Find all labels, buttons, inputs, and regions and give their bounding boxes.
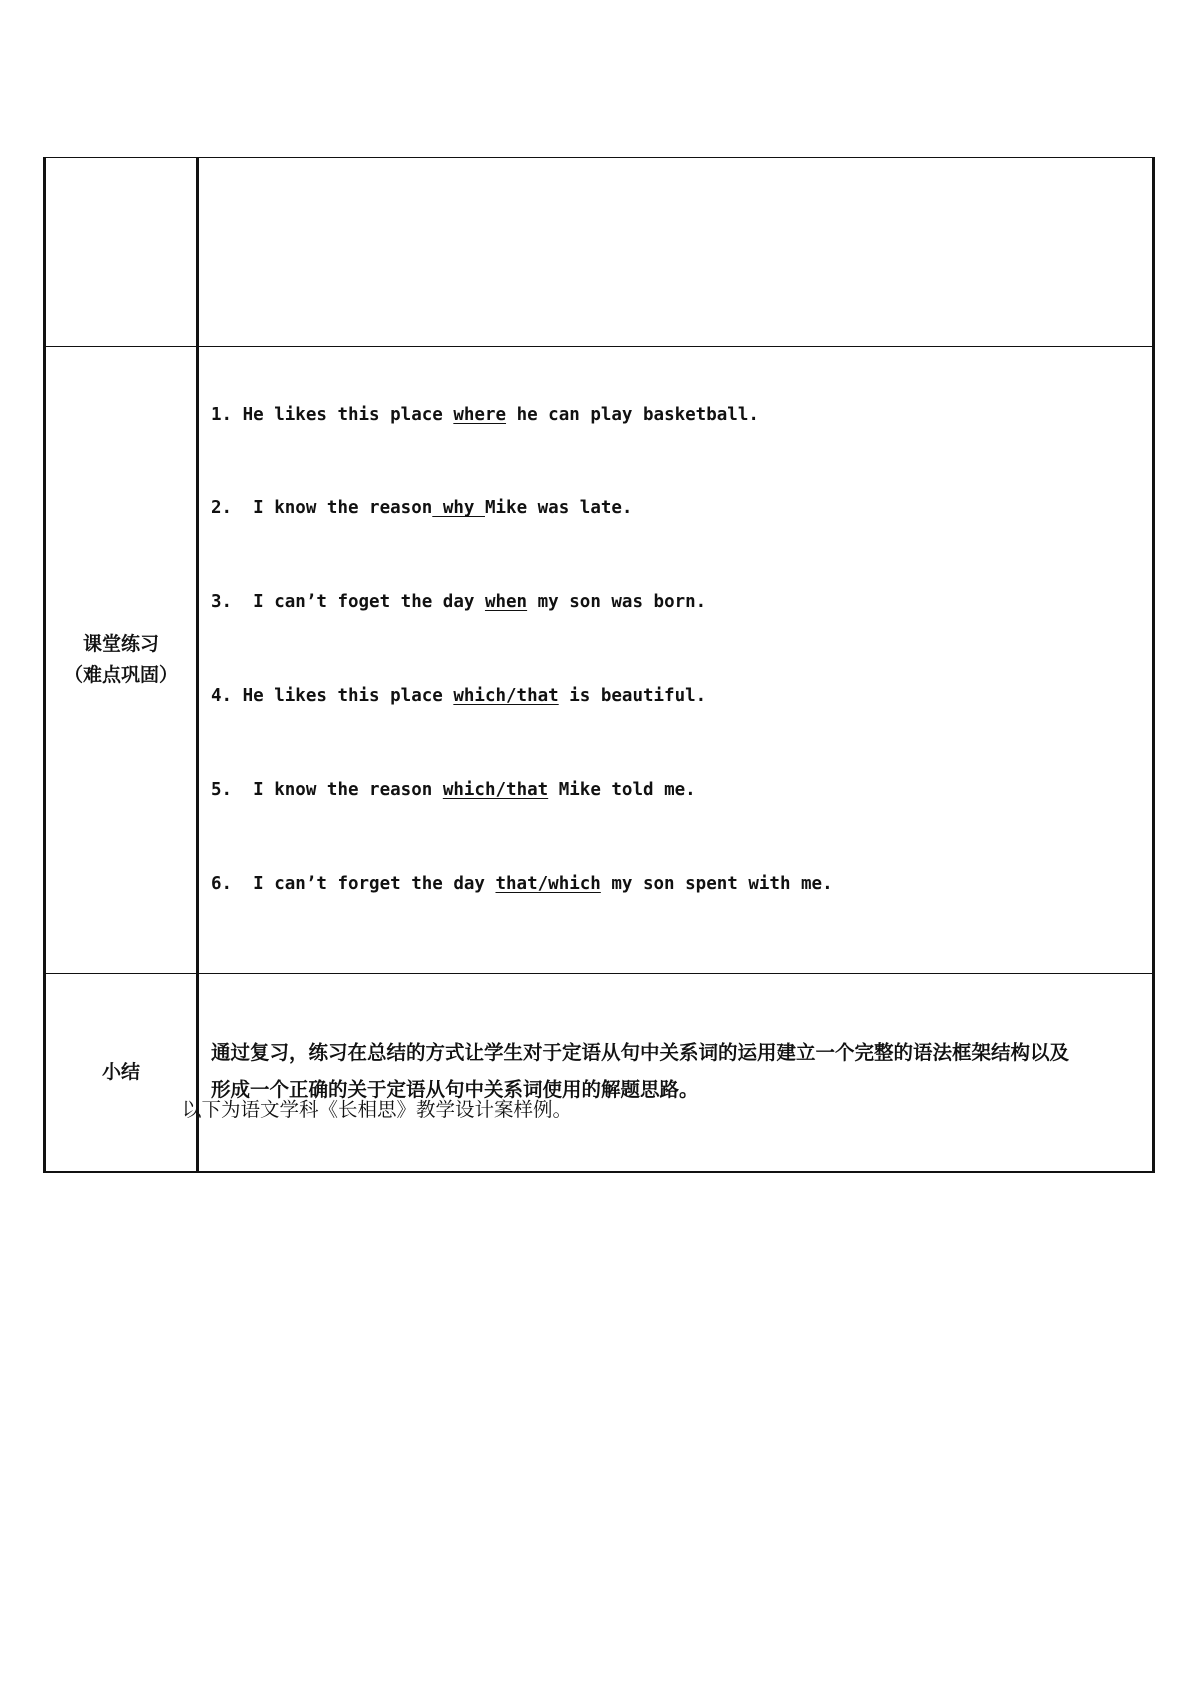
- continued-row-label-cell: [45, 158, 198, 347]
- exercise-text-after: my son spent with me.: [600, 874, 833, 895]
- exercise-answer: that/which: [495, 874, 601, 895]
- exercise-item: [211, 493, 1142, 524]
- exercise-item: [211, 400, 1142, 431]
- summary-content-cell: [198, 973, 1154, 1172]
- summary-text-line2: 形成一个正确的关于定语从句中关系词使用的解题思路。: [211, 1077, 699, 1101]
- continued-row-content-cell: [198, 158, 1154, 347]
- practice-label-cell: [45, 347, 198, 974]
- practice-content-cell: [198, 347, 1154, 974]
- lesson-plan-table: [43, 157, 1155, 1173]
- exercise-number: 6.: [211, 874, 233, 895]
- exercise-item: [211, 681, 1142, 712]
- exercise-text-after: Mike told me.: [548, 780, 696, 801]
- exercise-text-after: is beautiful.: [558, 686, 707, 707]
- summary-label: 小结: [101, 1061, 140, 1084]
- exercise-number: 1.: [211, 404, 233, 425]
- summary-text-line1: 通过复习，练习在总结的方式让学生对于定语从句中关系词的运用建立一个完整的语法框架结构以及: [211, 1040, 1070, 1064]
- exercise-number: 3.: [211, 592, 233, 613]
- practice-label-line1: 课堂练习: [82, 632, 159, 655]
- exercise-text-before: I know the reason: [253, 780, 443, 801]
- exercise-text-before: He likes this place: [242, 404, 454, 425]
- summary-label-cell: [45, 973, 198, 1172]
- exercise-text-after: my son was born.: [527, 592, 707, 613]
- exercise-answer: which/that: [442, 780, 549, 801]
- footer-note: 以下为语文学科《长相思》教学设计案样例。: [182, 1098, 573, 1121]
- exercise-text-before: I can’t forget the day: [253, 874, 496, 895]
- exercise-answer: when: [484, 592, 528, 613]
- exercise-text-before: I can’t foget the day: [253, 592, 485, 613]
- practice-label-line2: （难点巩固）: [63, 663, 178, 686]
- continued-row: [45, 158, 1154, 347]
- exercise-answer: where: [453, 404, 507, 425]
- exercise-list: [211, 337, 1142, 963]
- exercise-number: 2.: [211, 498, 233, 519]
- exercise-text-after: Mike was late.: [484, 498, 633, 519]
- exercise-text-after: he can play basketball.: [506, 404, 759, 425]
- exercise-answer: which/that: [453, 686, 559, 707]
- practice-row: [45, 347, 1154, 974]
- exercise-text-before: He likes this place: [242, 686, 454, 707]
- exercise-number: 5.: [211, 780, 233, 801]
- exercise-number: 4.: [211, 686, 233, 707]
- exercise-answer: why: [432, 498, 485, 519]
- summary-row: [45, 973, 1154, 1172]
- exercise-item: [211, 869, 1142, 900]
- exercise-item: [211, 775, 1142, 806]
- exercise-item: [211, 587, 1142, 618]
- exercise-text-before: I know the reason: [253, 498, 433, 519]
